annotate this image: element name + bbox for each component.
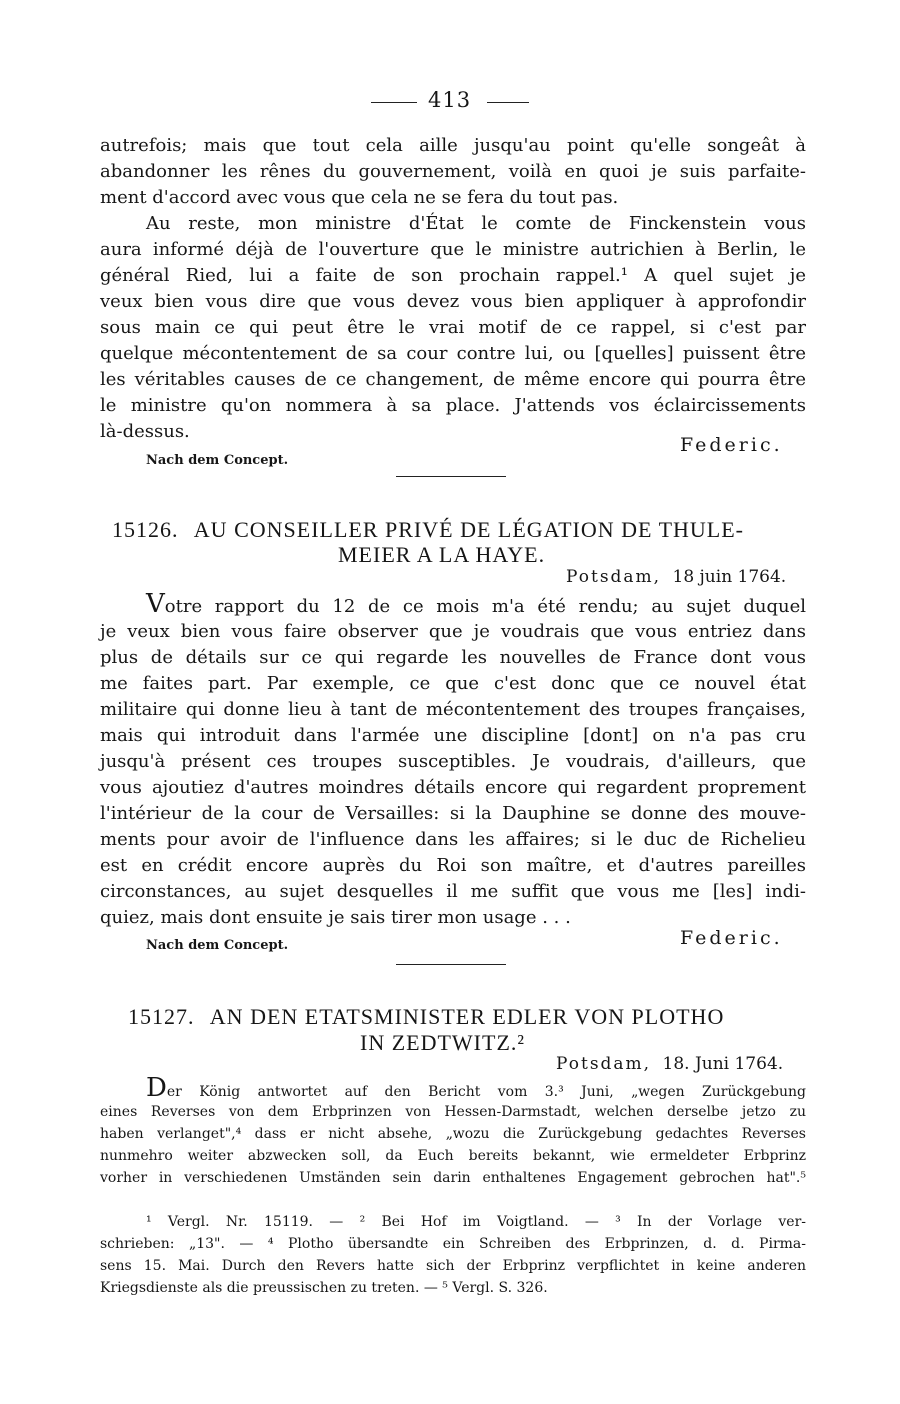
- section-divider: [396, 476, 506, 477]
- section-divider: [396, 964, 506, 965]
- footnote-line: schrieben: „13". — ⁴ Plotho übersandte ein Schreiben des Erbprinzen, d. d. Pirma-: [100, 1236, 806, 1252]
- dateline: [566, 567, 786, 587]
- body-line: eines Reverses von dem Erbprinzen von Hessen-Darmstadt, welchen derselbe jetzo zu: [100, 1104, 806, 1120]
- footnote-line: sens 15. Mai. Durch den Revers hatte sich der Erbprinz verpflichtet in keine anderen: [100, 1258, 806, 1274]
- body-line: jusqu'à présent ces troupes susceptibles. Je voudrais, d'ailleurs, que: [100, 751, 806, 772]
- document-heading: [112, 517, 744, 543]
- body-line: plus de détails sur ce qui regarde les nouvelles de France dont vous: [100, 647, 806, 668]
- heading-text: AU CONSEILLER PRIVÉ DE LÉGATION DE THULE-: [193, 517, 744, 542]
- body-line: les véritables causes de ce changement, de même encore qui pourra être: [100, 369, 806, 390]
- document-number: 15127.: [128, 1004, 195, 1029]
- body-line: autrefois; mais que tout cela aille jusqu'au point qu'elle songeât à: [100, 135, 806, 156]
- body-line: nunmehro weiter abzwecken soll, da Euch bereits bekannt, wie ermeldeter Erbprinz: [100, 1148, 806, 1164]
- document-number: 15126.: [112, 517, 179, 542]
- place: Potsdam,: [566, 567, 662, 587]
- body-line: [146, 1073, 806, 1103]
- body-line: vorher in verschiedenen Umständen sein darin enthaltenes Engagement gebrochen hat".⁵: [100, 1170, 806, 1186]
- body-line: est en crédit encore auprès du Roi son maître, et d'autres pareilles: [100, 855, 806, 876]
- document-heading: [128, 1004, 724, 1030]
- body-line: sous main ce qui peut être le vrai motif de ce rappel, si c'est par: [100, 317, 806, 338]
- body-line: me faites part. Par exemple, ce que c'est donc que ce nouvel état: [100, 673, 806, 694]
- body-line: là-dessus.: [100, 421, 190, 442]
- header-rule-left: [371, 102, 417, 103]
- body-line: haben verlanget",⁴ dass er nicht absehe, „wozu die Zurückgebung gedachtes Reverses: [100, 1126, 806, 1142]
- body-line: circonstances, au sujet desquelles il me suffit que vous me [les] indi-: [100, 881, 806, 902]
- body-line: ments pour avoir de l'influence dans les affaires; si le duc de Richelieu: [100, 829, 806, 850]
- date: 18. Juni 1764.: [662, 1054, 784, 1074]
- initial-letter: D: [146, 1073, 167, 1103]
- body-line: militaire qui donne lieu à tant de mécontentement des troupes françaises,: [100, 699, 806, 720]
- body-line: mais qui introduit dans l'armée une discipline [dont] on n'a pas cru: [100, 725, 806, 746]
- body-line: quiez, mais dont ensuite je sais tirer mon usage . . .: [100, 907, 571, 928]
- body-line: vous ajoutiez d'autres moindres détails encore qui regardent proprement: [100, 777, 806, 798]
- body-line: le ministre qu'on nommera à sa place. J'attends vos éclaircissements: [100, 395, 806, 416]
- source-note: Nach dem Concept.: [146, 453, 289, 468]
- body-line: l'intérieur de la cour de Versailles: si la Dauphine se donne des mouve-: [100, 803, 806, 824]
- footnote-line: ¹ Vergl. Nr. 15119. — ² Bei Hof im Voigtland. — ³ In der Vorlage ver-: [146, 1214, 806, 1230]
- body-line: quelque mécontentement de sa cour contre lui, ou [quelles] puissent être: [100, 343, 806, 364]
- place: Potsdam,: [556, 1054, 652, 1074]
- signature: Federic.: [680, 434, 783, 456]
- body-line: veux bien vous dire que vous devez vous bien appliquer à approfondir: [100, 291, 806, 312]
- body-line: abandonner les rênes du gouvernement, voilà en quoi je suis parfaite-: [100, 161, 806, 182]
- header-rule-right: [487, 102, 529, 103]
- body-line: aura informé déjà de l'ouverture que le ministre autrichien à Berlin, le: [100, 239, 806, 260]
- body-line: [146, 589, 806, 619]
- signature: Federic.: [680, 927, 783, 949]
- footnote-line: Kriegsdienste als die preussischen zu treten. — ⁵ Vergl. S. 326.: [100, 1280, 548, 1296]
- heading-continuation: IN ZEDTWITZ.²: [360, 1030, 525, 1055]
- body-line: ment d'accord avec vous que cela ne se fera du tout pas.: [100, 187, 619, 208]
- body-text: er König antwortet auf den Bericht vom 3.³ Juni, „wegen Zurückgebung: [166, 1084, 806, 1100]
- dateline: [556, 1054, 783, 1074]
- body-line: général Ried, lui a faite de son prochain rappel.¹ A quel sujet je: [100, 265, 806, 286]
- heading-continuation: MEIER A LA HAYE.: [338, 542, 546, 567]
- body-line: Au reste, mon ministre d'État le comte de Finckenstein vous: [146, 213, 806, 234]
- source-note: Nach dem Concept.: [146, 938, 289, 953]
- body-text: otre rapport du 12 de ce mois m'a été rendu; au sujet duquel: [164, 596, 806, 617]
- date: 18 juin 1764.: [672, 567, 787, 587]
- page-number: 413: [428, 88, 472, 112]
- body-line: je veux bien vous faire observer que je voudrais que vous entriez dans: [100, 621, 806, 642]
- heading-text: AN DEN ETATSMINISTER EDLER VON PLOTHO: [209, 1004, 725, 1029]
- initial-letter: V: [146, 589, 165, 619]
